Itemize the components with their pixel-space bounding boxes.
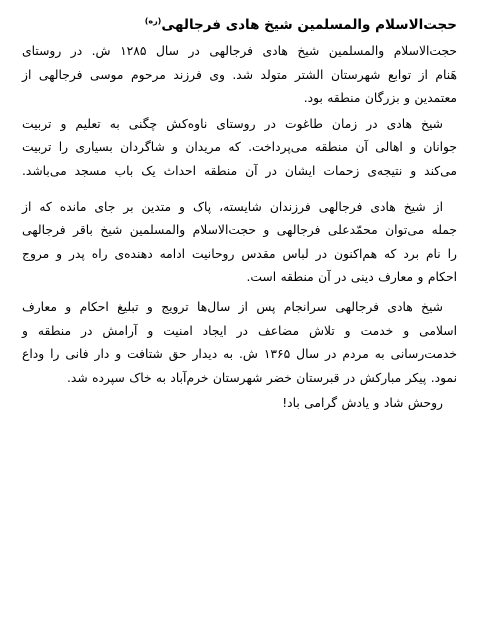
paragraph-line: روحش شاد و یادش گرامی باد! <box>282 396 443 411</box>
document-title-text: حجت‌الاسلام والمسلمین شیخ هادی فرجالهی <box>161 17 457 33</box>
paragraph-1 <box>22 40 457 111</box>
paragraph-5 <box>22 392 457 416</box>
paragraph-line: را نام برد که هم‌اکنون در لباس مقدس روحانیت ادامه دهنده‌ی راه پدر و مروج <box>22 246 457 261</box>
paragraph-line: می‌کند و نتیجه‌ی زحمات ایشان در آن منطقه احداث یک باب مسجد می‌باشد. <box>22 163 457 178</box>
paragraph-line: شیخ هادی فرجالهی سرانجام پس از سال‌ها ترویج و تبلیغ احکام و معارف <box>22 299 443 314</box>
paragraph-line: حجت‌الاسلام والمسلمین شیخ هادی فرجالهی در سال ۱۲۸۵ ش. در روستای <box>22 44 457 58</box>
paragraph-3 <box>22 196 457 290</box>
paragraph-line: معتمدین و بزرگان منطقه بود. <box>303 91 457 106</box>
paragraph-line: هَنام از توابع شهرستان الشتر متولد شد. وی فرزند مرحوم موسی فرجالهی از <box>22 67 457 82</box>
paragraph-line: نمود. پیکر مبارکش در قبرستان خضر شهرستان خرم‌آباد به خاک سپرده شد. <box>67 370 457 385</box>
document-title <box>22 14 457 36</box>
paragraph-line: جوانان و اهالی آن منطقه می‌پرداخت. که مریدان و شاگردان بسیاری را تربیت <box>22 140 457 155</box>
paragraph-line: احکام و معارف دینی در آن منطقه است. <box>246 270 457 285</box>
paragraph-line: شیخ هادی در زمان طاغوت در روستای ناوه‌کش چگنی به تعلیم و تربیت <box>22 116 443 131</box>
paragraph-4 <box>22 296 457 390</box>
paragraph-line: اسلامی و خدمت و تلاش مضاعف در ایجاد امنیت و آرامش در منطقه و <box>22 323 457 338</box>
paragraph-line: جمله می‌توان محمّدعلی فرجالهی و حجت‌الاسلام والمسلمین شیخ باقر فرجالهی <box>22 223 457 238</box>
document-title-superscript: (ره) <box>144 16 162 26</box>
paragraph-line: از شیخ هادی فرجالهی فرزندان شایسته، پاک و متدین بر جای مانده که از <box>22 199 443 214</box>
paragraph-line: خدمت‌رسانی به مردم در سال ۱۳۶۵ ش. به دیدار حق شتافت و دار فانی را وداع <box>22 347 457 362</box>
paragraph-2 <box>22 113 457 184</box>
